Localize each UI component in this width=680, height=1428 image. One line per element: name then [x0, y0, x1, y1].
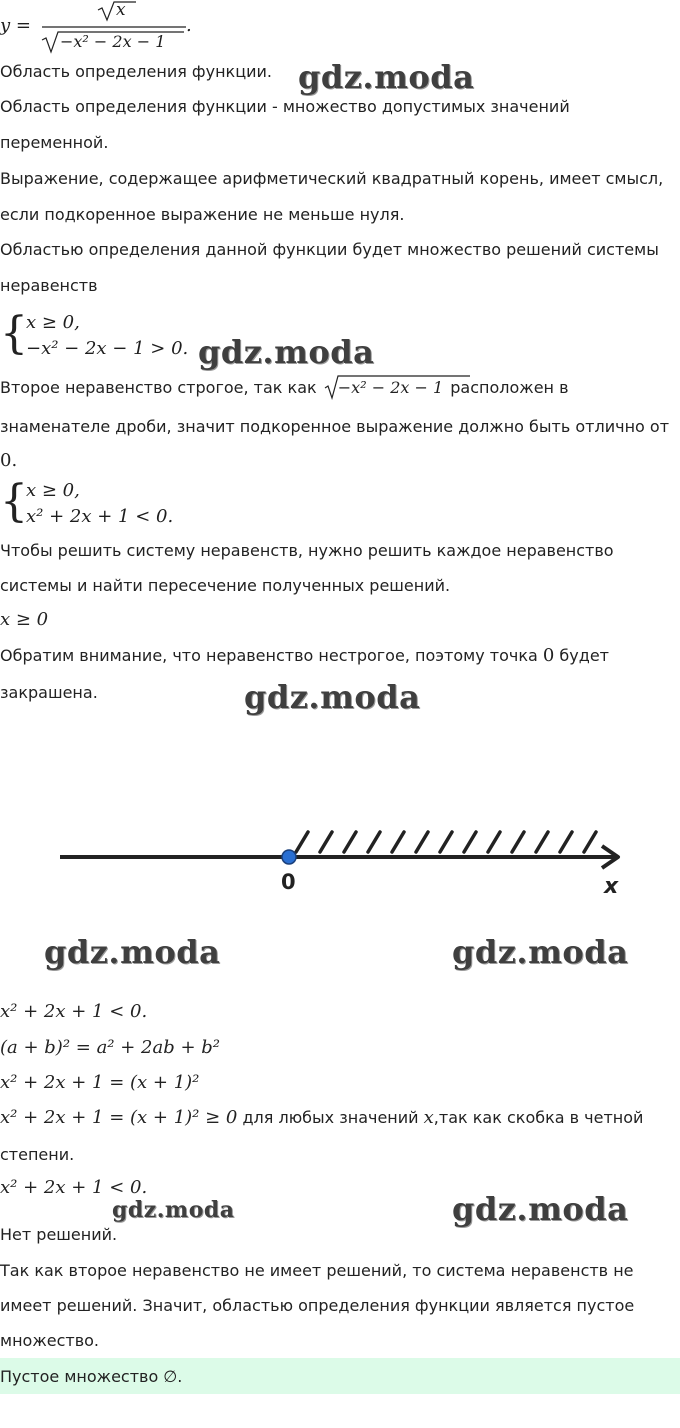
inline-root: [324, 378, 443, 398]
function-formula: [0, 0, 220, 56]
axis-label: x: [604, 874, 619, 899]
system-brace: {: [0, 476, 28, 527]
text-segment: расположен в: [450, 378, 569, 397]
watermark-logo: gdz.moda: [452, 933, 629, 971]
text-line: переменной.: [0, 133, 109, 152]
text-line: x ≥ 0: [0, 609, 49, 630]
text-segment: x² + 2x + 1 = (x + 1)² ≥ 0: [0, 1107, 238, 1128]
text-line: Нет решений.: [0, 1225, 118, 1244]
system-line: x ≥ 0,: [26, 312, 80, 333]
text-line: неравенств: [0, 276, 98, 295]
text-line: знаменателе дроби, значит подкоренное выражение должно быть отлично от: [0, 417, 670, 436]
text-line: x² + 2x + 1 = (x + 1)²: [0, 1072, 200, 1093]
text-line: x² + 2x + 1 < 0.: [0, 1001, 148, 1022]
watermark-logo: gdz.moda: [244, 678, 421, 716]
watermark-logo: gdz.moda: [44, 933, 221, 971]
text-line: если подкоренное выражение не меньше нуля.: [0, 205, 405, 224]
point-label: 0: [281, 870, 296, 894]
text-line: системы и найти пересечение полученных решений.: [0, 576, 451, 595]
text-line: Область определения функции.: [0, 62, 272, 81]
text-segment: ,так как скобка в четной: [433, 1108, 644, 1127]
text-line: степени.: [0, 1145, 75, 1164]
formula-numerator: x: [116, 0, 126, 20]
watermark-logo: gdz.moda: [198, 333, 375, 371]
text-line: Областью определения данной функции будет множество решений системы: [0, 240, 659, 259]
watermark-logo: gdz.moda: [112, 1197, 235, 1223]
text-line: x² + 2x + 1 < 0.: [0, 1177, 148, 1198]
text-line: [0, 1108, 643, 1128]
text-line: Чтобы решить систему неравенств, нужно решить каждое неравенство: [0, 541, 614, 560]
filled-point: [282, 850, 296, 864]
watermark-logo: gdz.moda: [452, 1190, 629, 1228]
text-segment: 0: [542, 645, 555, 666]
number-line-figure: [40, 820, 660, 910]
system-brace: {: [0, 308, 28, 359]
system-line: x² + 2x + 1 < 0.: [26, 506, 174, 527]
text-line: 0.: [0, 450, 18, 471]
hatching: [296, 832, 596, 852]
system-line: −x² − 2x − 1 > 0.: [26, 338, 189, 359]
system-line: x ≥ 0,: [26, 480, 80, 501]
text-line: Так как второе неравенство не имеет решений, то система неравенств не: [0, 1261, 634, 1280]
text-segment: Обратим внимание, что неравенство нестрогое, поэтому точка: [0, 646, 538, 665]
text-segment: будет: [559, 646, 609, 665]
answer-text: Пустое множество ∅.: [0, 1367, 183, 1386]
text-segment: x: [423, 1107, 434, 1128]
text-line: Выражение, содержащее арифметический квадратный корень, имеет смысл,: [0, 169, 664, 188]
root-expression: −x² − 2x − 1: [337, 378, 444, 397]
formula-lhs: y =: [0, 15, 31, 36]
text-line: [0, 646, 609, 666]
inequality-system-1: [0, 310, 230, 360]
text-line: закрашена.: [0, 683, 98, 702]
text-line: [0, 378, 569, 398]
text-segment: Второе неравенство строгое, так как: [0, 378, 317, 397]
inequality-system-2: [0, 478, 200, 528]
text-line: Область определения функции - множество допустимых значений: [0, 97, 570, 116]
formula-end: .: [186, 15, 192, 36]
watermark-logo: gdz.moda: [298, 58, 475, 96]
text-line: множество.: [0, 1331, 99, 1350]
text-segment: для любых значений: [242, 1108, 419, 1127]
formula-denominator: −x² − 2x − 1: [60, 32, 166, 51]
radical-sign: [324, 374, 474, 400]
text-line: имеет решений. Значит, областью определения функции является пустое: [0, 1296, 635, 1315]
text-line: (a + b)² = a² + 2ab + b²: [0, 1037, 221, 1058]
